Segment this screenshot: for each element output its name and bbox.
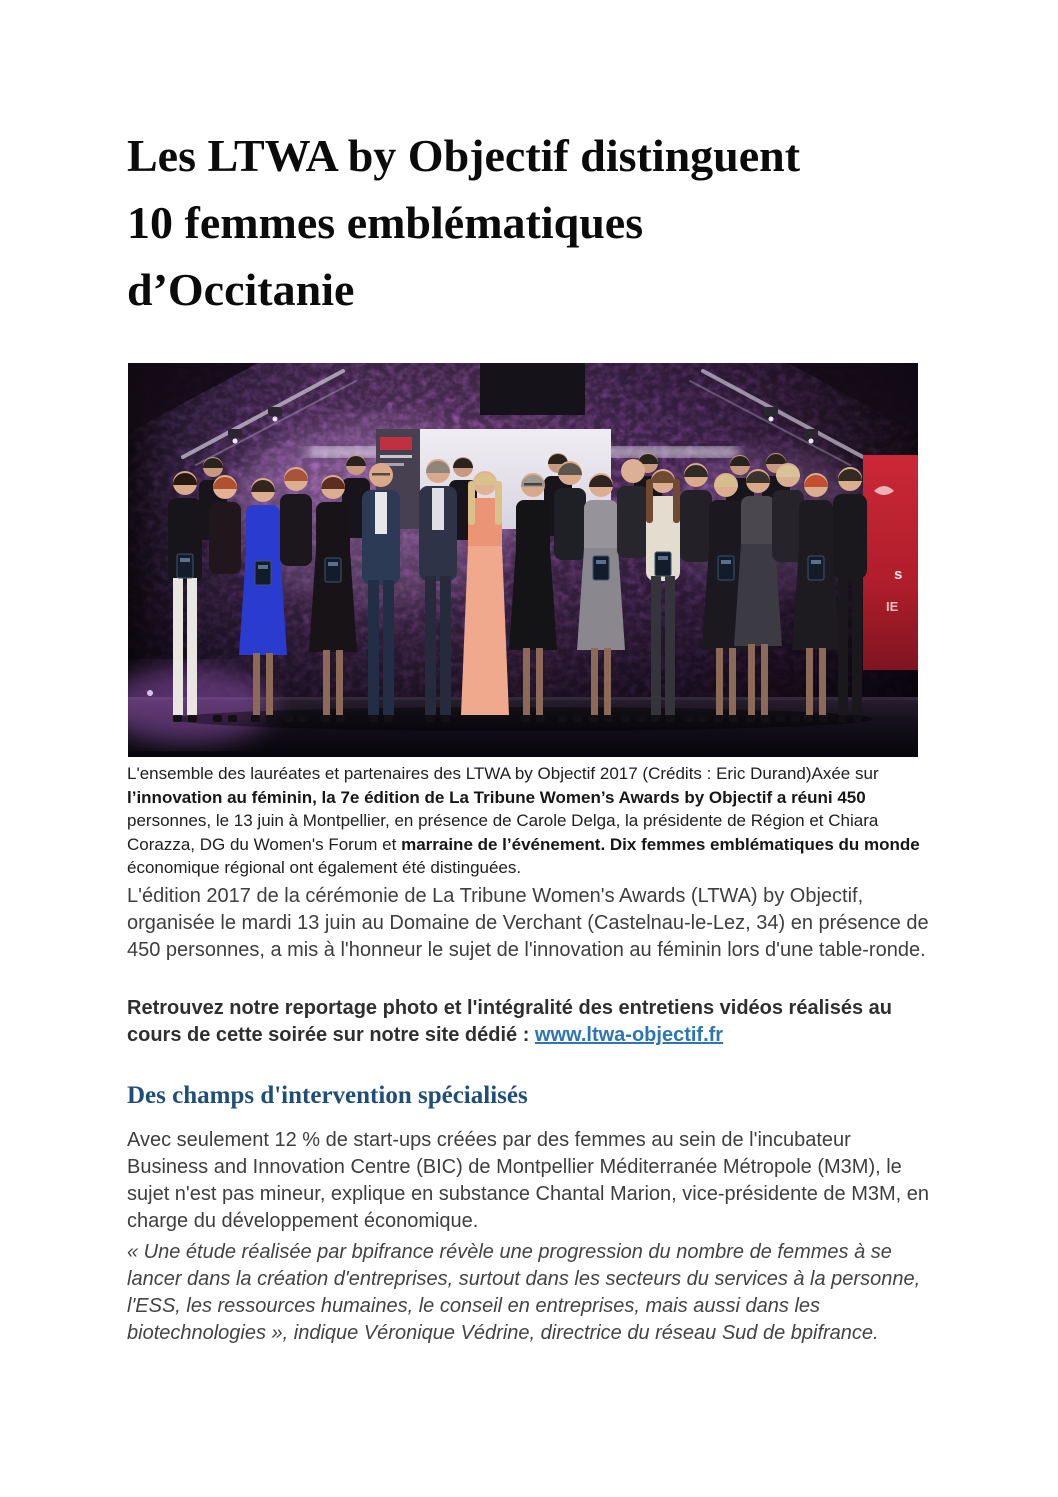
awards-group-photo-canvas: [128, 363, 918, 757]
ltwa-site-link[interactable]: www.ltwa-objectif.fr: [534, 1024, 724, 1046]
article-page: [127, 0, 930, 1497]
article-title: [127, 122, 930, 323]
caption-regular: personnes, le 13 juin à Montpellier, en présence de Carole Delga, la présidente de Région et Chiara Corazza, DG du Women's Forum et: [127, 811, 879, 854]
bic-paragraph: Avec seulement 12 % de start-ups créées par des femmes au sein de l'incubateur Business and Innovation Centre (BIC) de Montpellier Méditerranée Métropole (M3M), le sujet n'est pas mineur, explique en substance Chantal Marion, vice-présidente de M3M, en charge du développement économique.: [127, 1129, 930, 1232]
title-line-1: Les LTWA by Objectif distinguent: [127, 130, 801, 181]
photo-red-banner: [863, 455, 918, 670]
caption-bold: marraine de l’événement. Dix femmes emblématiques du monde: [401, 834, 920, 854]
cta-text: Retrouvez notre reportage photo et l'intégralité des entretiens vidéos réalisés au cours de cette soirée sur notre site dédié :: [127, 997, 892, 1046]
caption-regular: L'ensemble des lauréates et partenaires des LTWA by Objectif 2017 (Crédits : Eric Durand)Axée sur: [127, 764, 879, 783]
awards-group-photo: [128, 363, 918, 757]
photo-ceiling-opening: [480, 363, 585, 415]
quote-paragraph: « Une étude réalisée par bpifrance révèle une progression du nombre de femmes à se lancer dans la création d'entreprises, surtout dans les secteurs du services à la personne, l'ESS, les ressources humaines, le conseil en entreprises, mais aussi dans les biotechnologies », indique Véronique Védrine, directrice du réseau Sud de bpifrance.: [127, 1241, 921, 1344]
banner-text-fragment: IE: [886, 599, 899, 614]
caption-regular: économique régional ont également été distinguées.: [127, 858, 522, 877]
intro-paragraph: L'édition 2017 de la cérémonie de La Tribune Women's Awards (LTWA) by Objectif, organisée le mardi 13 juin au Domaine de Verchant (Castelnau-le-Lez, 34) en présence de 450 personnes, a mis à l'honneur le sujet de l'innovation au féminin lors d'une table-ronde.: [127, 885, 929, 961]
title-line-2: 10 femmes emblématiques: [127, 197, 644, 248]
photo-person: [461, 471, 509, 715]
section-heading: Des champs d'intervention spécialisés: [127, 1082, 528, 1109]
photo-caption: [127, 762, 930, 880]
banner-text-fragment: s: [894, 566, 903, 583]
caption-bold: l’innovation au féminin, la 7e édition de La Tribune Women’s Awards by Objectif a réuni 450: [127, 787, 866, 807]
title-line-3: d’Occitanie: [127, 264, 355, 315]
cta-paragraph: [127, 995, 930, 1049]
